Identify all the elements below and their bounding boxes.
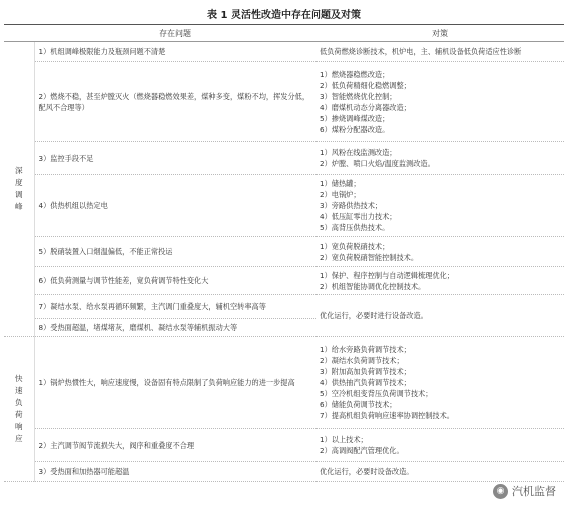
measure-line: 5）高背压供热技术。: [320, 223, 390, 232]
table-row: [4, 42, 564, 62]
measure-line: 1）宽负荷脱硝技术；: [320, 241, 390, 251]
measure-line: 2）低负荷精细化稳燃调整；: [320, 80, 411, 90]
header-measures: 对策: [316, 25, 564, 42]
measure-line: 1）燃烧器稳燃改造；: [320, 69, 390, 79]
table-row: [4, 337, 564, 429]
header-category: [4, 25, 34, 42]
measures-cell: [316, 429, 564, 462]
measure-line: 1）给水旁路负荷调节技术；: [320, 345, 411, 354]
problem-cell: 8）受热面超温，堵煤堵灰，磨煤机、凝结水泵等辅机振动大等: [34, 319, 316, 337]
measures-cell: [316, 175, 564, 237]
table-row: [4, 175, 564, 237]
category-cell: [4, 42, 34, 337]
measure-line: 4）低压缸零出力技术；: [320, 212, 397, 221]
measure-line: 2）电锅炉；: [320, 190, 361, 199]
measure-line: 4）磨煤机动态分离器改造；: [320, 102, 411, 112]
measure-line: 1）风粉在线监测改造；: [320, 148, 397, 157]
table-row: [4, 62, 564, 142]
measure-line: 5）掺烧调峰煤改造；: [320, 113, 390, 123]
watermark-text: 汽机监督: [512, 485, 556, 498]
measure-line: 2）凝结水负荷调节技术；: [320, 356, 404, 365]
measures-cell: [316, 142, 564, 175]
measure-line: 优化运行，必要时进行设备改造。: [320, 311, 428, 320]
measures-cell: [316, 295, 564, 337]
problem-cell: 1）机组调峰极限能力及瓶颈问题不清楚: [34, 42, 316, 62]
measures-cell: [316, 237, 564, 267]
table-row: [4, 462, 564, 482]
problem-cell: 7）凝结水泵、给水泵再循环频繁，主汽调门重叠度大，辅机空转率高等: [34, 295, 316, 319]
table-row: [4, 295, 564, 319]
measure-line: 3）智能燃烧优化控制；: [320, 91, 397, 101]
watermark: [491, 482, 558, 500]
category-cell: [4, 337, 34, 482]
measure-line: 2）机组智能协调优化控制技术。: [320, 281, 426, 291]
table-title: 表 1 灵活性改造中存在问题及对策: [207, 10, 361, 21]
measure-line: 1）以上技术；: [320, 435, 368, 444]
table-row: [4, 237, 564, 267]
problem-cell: 2）主汽调节阀节流损失大，阀序和重叠度不合理: [34, 429, 316, 462]
measure-line: 2）高调阀配汽管理优化。: [320, 446, 404, 455]
problem-cell: 3）受热面和加热器可能超温: [34, 462, 316, 482]
category-label: 深度调峰: [14, 166, 23, 211]
problem-cell: 5）脱硝装置入口烟温偏低，不能正常投运: [34, 237, 316, 267]
problem-cell: 4）供热机组以热定电: [34, 175, 316, 237]
measure-line: 6）煤粉分配器改造。: [320, 124, 390, 134]
header-problem: 存在问题: [34, 25, 316, 42]
problem-cell: 3）监控手段不足: [34, 142, 316, 175]
table-row: [4, 429, 564, 462]
measure-line: 2）炉膛、喷口火焰/温度监测改造。: [320, 159, 435, 168]
measures-cell: [316, 267, 564, 295]
measure-line: 1）保护、程序控制与自动逻辑梳理优化；: [320, 270, 454, 280]
measure-line: 6）储能负荷调节技术；: [320, 400, 397, 409]
measure-line: 3）附加高加负荷调节技术；: [320, 367, 411, 376]
measure-line: 优化运行，必要时设备改造。: [320, 467, 414, 476]
measure-line: 5）空冷机组变背压负荷调节技术；: [320, 389, 433, 398]
problem-cell: 6）低负荷测量与调节性能差，宽负荷调节特性变化大: [34, 267, 316, 295]
category-label: 快速负荷响应: [14, 374, 23, 443]
measure-line: 低负荷燃烧诊断技术，机炉电，主、辅机设备低负荷适应性诊断: [320, 47, 522, 56]
measure-line: 3）旁路供热技术；: [320, 201, 383, 210]
measures-cell: [316, 62, 564, 142]
measure-line: 7）提高机组负荷响应速率协调控制技术。: [320, 411, 454, 420]
issues-table: [4, 24, 564, 482]
measures-cell: [316, 42, 564, 62]
measure-line: 1）储热罐；: [320, 179, 361, 188]
measure-line: 2）宽负荷脱硝智能控制技术。: [320, 252, 419, 262]
problem-cell: 1）锅炉热惯性大，响应速度慢，设备固有特点限制了负荷响应能力的进一步提高: [34, 337, 316, 429]
problem-cell: 2）燃烧不稳，甚至炉膛灭火（燃烧器稳燃效果差，煤种多变，煤粉不均，挥发分低，配风不合理等）: [34, 62, 316, 142]
table-row: [4, 142, 564, 175]
table-row: [4, 267, 564, 295]
measure-line: 4）供热抽汽负荷调节技术；: [320, 378, 411, 387]
header-row: [4, 25, 564, 42]
wechat-icon: ◉: [493, 484, 508, 499]
measures-cell: [316, 337, 564, 429]
measures-cell: [316, 462, 564, 482]
